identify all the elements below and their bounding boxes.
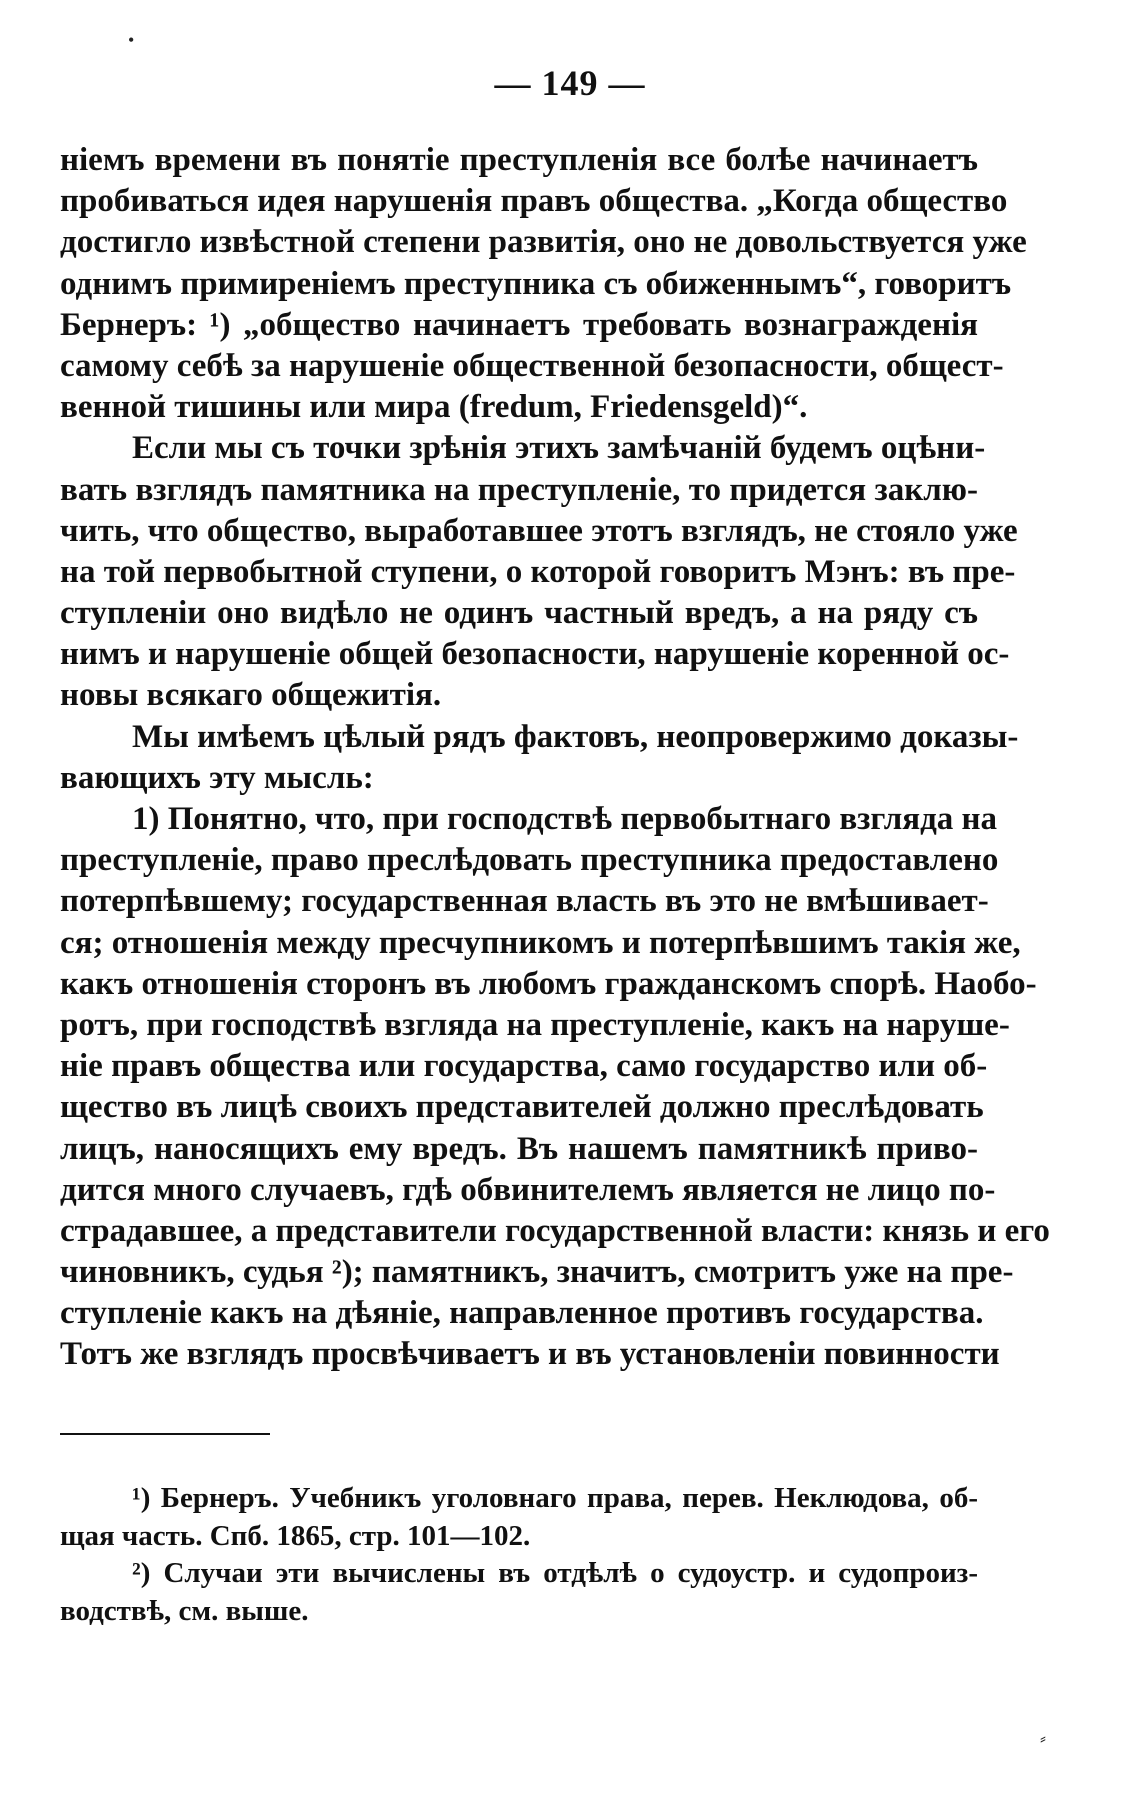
text-line: какъ отношенiя сторонъ въ любомъ гражданскомъ спорѣ. Наобо- xyxy=(60,965,1037,1002)
text-line: однимъ примиренiемъ преступника съ обиженнымъ“, говоритъ xyxy=(60,265,1012,302)
text-line: нiе правъ общества или государства, само государство или об- xyxy=(60,1048,988,1085)
text-line: ся; отношенiя между пресчупникомъ и потерпѣвшимъ такiя же, xyxy=(60,924,1021,961)
text-line: венной тишины или мира (fredum, Friedensgeld)“. xyxy=(60,389,808,426)
body-text xyxy=(60,140,1050,1376)
text-line: Мы имѣемъ цѣлый рядъ фактовъ, неопровержимо доказы- xyxy=(132,718,1019,755)
scan-speck: ⸗ xyxy=(1040,1728,1046,1748)
text-line: преступленiе, право преслѣдовать преступника предоставлено xyxy=(60,842,999,879)
text-line: ступленiе какъ на дѣянiе, направленное противъ государства. xyxy=(60,1295,984,1332)
text-line: пробиваться идея нарушенiя правъ общества. „Когда общество xyxy=(60,183,1008,220)
footnote-line: водствѣ, см. выше. xyxy=(60,1594,309,1627)
text-line: вать взглядъ памятника на преступленiе, то придется заклю- xyxy=(60,471,978,508)
text-line: Тотъ же взглядъ просвѣчиваетъ и въ установленiи повинности xyxy=(60,1336,1000,1373)
text-line: страдавшее, а представители государственной власти: князь и его xyxy=(60,1212,1050,1249)
text-line: чить, что общество, выработавшее этотъ взглядъ, не стояло уже xyxy=(60,512,1018,549)
text-line: щество въ лицѣ своихъ представителей должно преслѣдовать xyxy=(60,1089,984,1126)
text-line: лицъ, наносящихъ ему вредъ. Въ нашемъ памятникѣ приво- xyxy=(60,1130,978,1167)
text-line: вающихъ эту мысль: xyxy=(60,759,374,796)
page-number: — 149 — xyxy=(494,63,646,103)
text-line: на той первобытной ступени, о которой говоритъ Мэнъ: въ пре- xyxy=(60,553,1016,590)
text-line: дится много случаевъ, гдѣ обвинителемъ является не лицо по- xyxy=(60,1171,996,1208)
text-line: потерпѣвшему; государственная власть въ это не вмѣшивает- xyxy=(60,883,989,920)
text-line: достигло извѣстной степени развитiя, оно не довольствуется уже xyxy=(60,224,1027,261)
text-line: нимъ и нарушенiе общей безопасности, нарушенiе коренной ос- xyxy=(60,636,1010,673)
footnote-line: ²) Случаи эти вычислены въ отдѣлѣ о судоустр. и судопроиз- xyxy=(132,1557,978,1589)
text-line: Если мы съ точки зрѣнiя этихъ замѣчанiй будемъ оцѣни- xyxy=(132,430,986,467)
text-line: чиновникъ, судья ²); памятникъ, значитъ, смотритъ уже на пре- xyxy=(60,1254,1014,1291)
footnote-line: ¹) Бернеръ. Учебникъ уголовнаго права, перев. Неклюдова, об- xyxy=(132,1482,978,1514)
text-line: самому себѣ за нарушенiе общественной безопасности, общест- xyxy=(60,347,1004,384)
text-line: ротъ, при господствѣ взгляда на преступленiе, какъ на наруше- xyxy=(60,1006,1010,1043)
text-line: 1) Понятно, что, при господствѣ первобытнаго взгляда на xyxy=(132,801,998,837)
footnote-line: щая часть. Спб. 1865, стр. 101—102. xyxy=(60,1519,531,1552)
text-line: нiемъ времени въ понятiе преступленiя все болѣе начинаетъ xyxy=(60,142,978,178)
scan-speck: • xyxy=(128,30,135,50)
footnote-divider xyxy=(60,1433,270,1435)
footnotes xyxy=(60,1480,978,1630)
text-line: Бернеръ: ¹) „общество начинаетъ требовать вознагражденiя xyxy=(60,306,978,343)
text-line: ступленiи оно видѣло не одинъ частный вредъ, а на ряду съ xyxy=(60,595,978,632)
text-line: новы всякаго общежитiя. xyxy=(60,677,442,714)
